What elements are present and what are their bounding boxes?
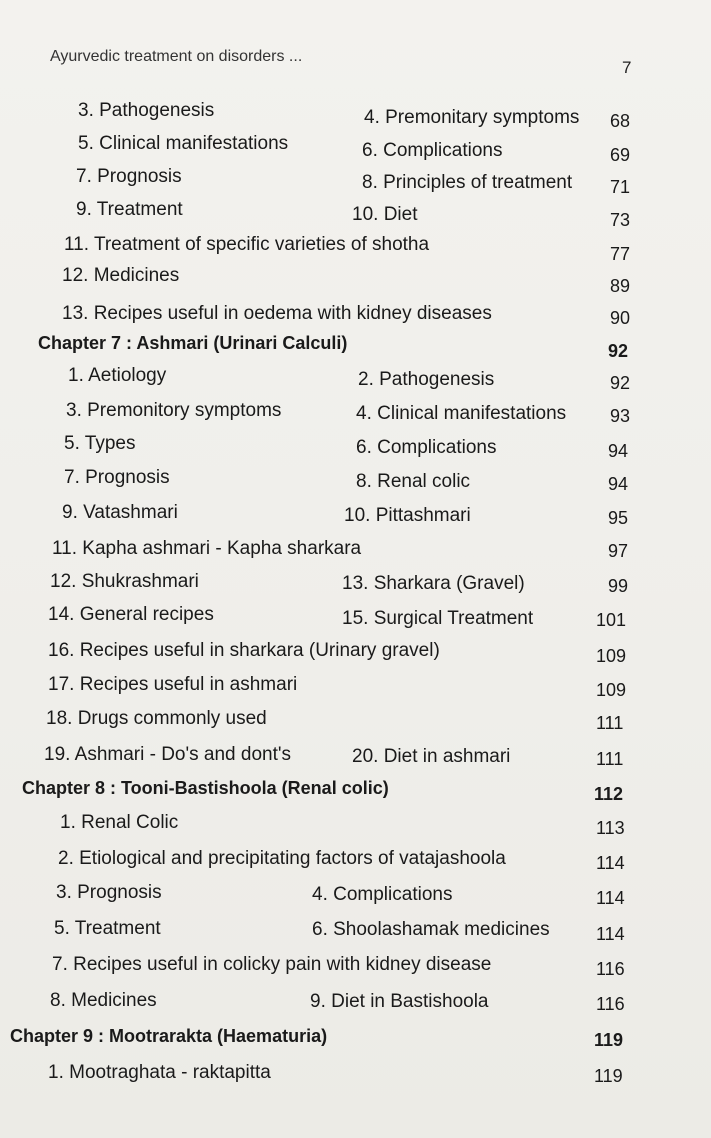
toc-entry-left[interactable]: 9. Treatment: [76, 199, 183, 220]
toc-entry-right[interactable]: 8. Renal colic: [356, 471, 471, 492]
toc-entry-right[interactable]: 10. Pittashmari: [344, 505, 471, 526]
toc-entry-left[interactable]: 5. Types: [64, 433, 136, 454]
toc-entry-left[interactable]: 5. Treatment: [54, 918, 161, 939]
toc-entry-left[interactable]: 1. Aetiology: [68, 365, 167, 386]
toc-entry-left[interactable]: 2. Etiological and precipitating factors of vatajashoola: [58, 848, 506, 869]
toc-page-number: 94: [608, 441, 629, 461]
toc-entry-left[interactable]: 16. Recipes useful in sharkara (Urinary gravel): [48, 640, 440, 661]
page-number: 7: [622, 58, 632, 77]
toc-page-number: 93: [610, 406, 631, 426]
running-header: Ayurvedic treatment on disorders ...: [50, 48, 303, 65]
toc-entry-right[interactable]: 8. Principles of treatment: [362, 172, 573, 193]
toc-entry-left[interactable]: 18. Drugs commonly used: [46, 708, 267, 729]
toc-entry-right[interactable]: 4. Premonitary symptoms: [364, 107, 580, 128]
chapter-page-number: 112: [594, 784, 624, 804]
chapter-heading[interactable]: Chapter 8 : Tooni-Bastishoola (Renal colic): [22, 778, 389, 798]
toc-entry-left[interactable]: 12. Shukrashmari: [50, 571, 199, 592]
toc-entry-right[interactable]: 13. Sharkara (Gravel): [342, 573, 525, 594]
toc-entry-left[interactable]: 7. Recipes useful in colicky pain with kidney disease: [52, 954, 492, 975]
toc-page-number: 101: [596, 610, 627, 630]
toc-page-number: 109: [596, 646, 627, 666]
toc-page-number: 97: [608, 541, 629, 561]
toc-entry-right[interactable]: 20. Diet in ashmari: [352, 746, 511, 767]
toc-entry-left[interactable]: 17. Recipes useful in ashmari: [48, 674, 298, 695]
toc-entry-left[interactable]: 3. Premonitory symptoms: [66, 400, 282, 421]
toc-page-number: 77: [610, 244, 631, 264]
toc-entry-right[interactable]: 9. Diet in Bastishoola: [310, 991, 489, 1012]
toc-entry-right[interactable]: 10. Diet: [352, 204, 418, 225]
toc-page-number: 69: [610, 145, 631, 165]
toc-page-number: 114: [596, 924, 625, 944]
toc-entry-left[interactable]: 11. Treatment of specific varieties of shotha: [64, 234, 430, 255]
toc-entry-left[interactable]: 3. Pathogenesis: [78, 100, 215, 121]
toc-entry-right[interactable]: 4. Clinical manifestations: [356, 403, 567, 424]
toc-entry-left[interactable]: 7. Prognosis: [76, 166, 182, 187]
toc-entry-left[interactable]: 3. Prognosis: [56, 882, 162, 903]
toc-page-number: 116: [596, 959, 625, 979]
toc-entry-left[interactable]: 5. Clinical manifestations: [78, 133, 289, 154]
toc-entry-left[interactable]: 14. General recipes: [48, 604, 214, 625]
toc-page-number: 94: [608, 474, 629, 494]
toc-page-number: 99: [608, 576, 629, 596]
toc-page-number: 68: [610, 111, 631, 131]
toc-page-number: 114: [596, 888, 625, 908]
toc-page-number: 109: [596, 680, 627, 700]
toc-page-number: 113: [596, 818, 625, 838]
toc-page-number: 111: [596, 713, 624, 733]
chapter-page-number: 119: [594, 1030, 624, 1050]
toc-entry-right[interactable]: 6. Complications: [356, 437, 497, 458]
toc-page-number: 92: [610, 373, 631, 393]
toc-entry-right[interactable]: 4. Complications: [312, 884, 453, 905]
toc-entry-left[interactable]: 9. Vatashmari: [62, 502, 178, 523]
toc-page-number: 111: [596, 749, 624, 769]
chapter-heading[interactable]: Chapter 9 : Mootraraktа (Haematuria): [10, 1026, 328, 1046]
toc-entry-left[interactable]: 13. Recipes useful in oedema with kidney diseases: [62, 303, 492, 324]
toc-entry-left[interactable]: 11. Kapha ashmari - Kapha sharkara: [52, 538, 362, 559]
toc-page-number: 116: [596, 994, 625, 1014]
chapter-page-number: 92: [608, 341, 629, 361]
toc-entry-right[interactable]: 6. Complications: [362, 140, 503, 161]
toc-entry-right[interactable]: 2. Pathogenesis: [358, 369, 495, 390]
toc-page-number: 90: [610, 308, 631, 328]
toc-page-number: 89: [610, 276, 631, 296]
toc-page-number: 73: [610, 210, 631, 230]
toc-entry-left[interactable]: 8. Medicines: [50, 990, 157, 1011]
chapter-heading[interactable]: Chapter 7 : Ashmari (Urinari Calculi): [38, 333, 348, 353]
toc-page-number: 119: [594, 1066, 623, 1086]
toc-entry-left[interactable]: 1. Renal Colic: [60, 812, 179, 833]
toc-page-number: 71: [610, 177, 631, 197]
toc-entry-left[interactable]: 19. Ashmari - Do's and dont's: [44, 744, 291, 765]
toc-page-number: 95: [608, 508, 629, 528]
toc-entry-left[interactable]: 1. Mootraghata - raktapitta: [48, 1062, 271, 1083]
toc-entry-right[interactable]: 6. Shoolashamak medicines: [312, 919, 550, 940]
toc-entry-left[interactable]: 7. Prognosis: [64, 467, 170, 488]
toc-entry-left[interactable]: 12. Medicines: [62, 265, 180, 286]
toc-page-number: 114: [596, 853, 625, 873]
toc-entry-right[interactable]: 15. Surgical Treatment: [342, 608, 534, 629]
